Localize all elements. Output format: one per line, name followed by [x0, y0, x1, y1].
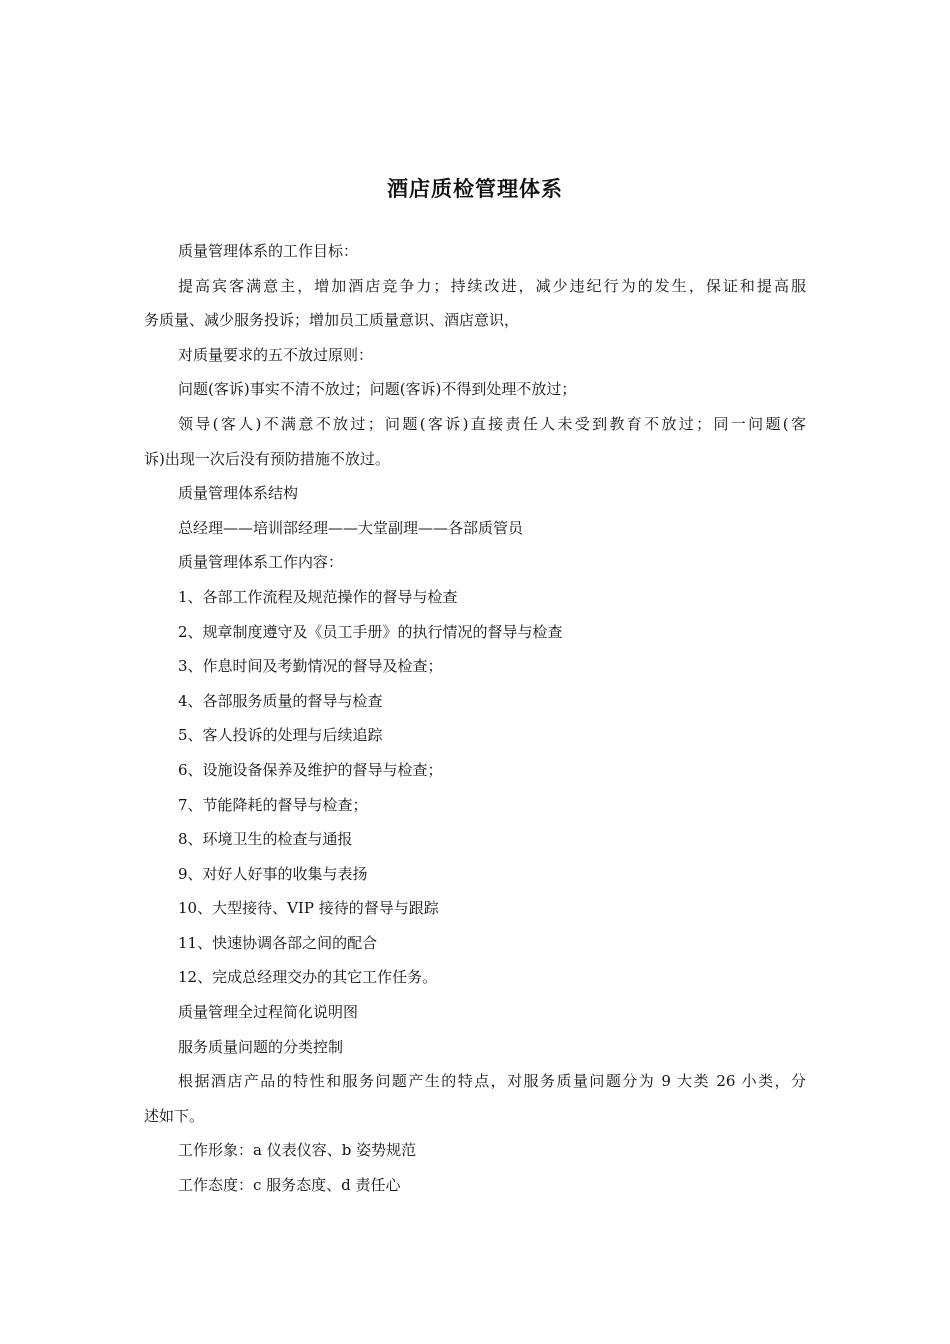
list-item: 10、大型接待、VIP 接待的督导与跟踪	[178, 899, 439, 918]
list-item: 5、客人投诉的处理与后续追踪	[178, 726, 383, 745]
section-heading-goals: 质量管理体系的工作目标：	[178, 242, 359, 260]
list-item: 12、完成总经理交办的其它工作任务。	[178, 968, 438, 987]
section-heading-classification: 服务质量问题的分类控制	[178, 1037, 344, 1056]
list-item: 2、规章制度遵守及《员工手册》的执行情况的督导与检查	[178, 622, 563, 641]
paragraph-work-image: 工作形象：a 仪表仪容、b 姿势规范	[178, 1141, 417, 1160]
list-item: 7、节能降耗的督导与检查；	[178, 795, 368, 814]
paragraph-goals-line-1: 提高宾客满意主，增加酒店竞争力；持续改进，减少违纪行为的发生，保证和提高服	[178, 276, 806, 295]
paragraph-principles-line-2: 领导(客人)不满意不放过；问题(客诉)直接责任人未受到教育不放过；同一问题(客	[178, 414, 806, 433]
section-heading-process-diagram: 质量管理全过程简化说明图	[178, 1003, 359, 1022]
list-item: 11、快速协调各部之间的配合	[178, 933, 378, 952]
document-title: 酒店质检管理体系	[387, 177, 563, 201]
paragraph-goals-line-2: 务质量、减少服务投诉；增加员工质量意识、酒店意识，	[144, 311, 520, 330]
paragraph-principles-line-1: 问题(客诉)事实不清不放过；问题(客诉)不得到处理不放过；	[178, 380, 577, 399]
paragraph-structure-chain: 总经理——培训部经理——大堂副理——各部质管员	[178, 518, 524, 537]
list-item: 1、各部工作流程及规范操作的督导与检查	[178, 587, 458, 606]
list-item: 6、设施设备保养及维护的督导与检查；	[178, 760, 443, 779]
list-item: 9、对好人好事的收集与表扬	[178, 864, 368, 883]
section-heading-five-principles: 对质量要求的五不放过原则：	[178, 345, 374, 364]
list-item: 8、环境卫生的检查与通报	[178, 830, 353, 849]
paragraph-work-attitude: 工作态度：c 服务态度、d 责任心	[178, 1176, 401, 1195]
section-heading-structure: 质量管理体系结构	[178, 484, 299, 503]
document-body	[144, 234, 806, 1203]
paragraph-classification-line-2: 述如下。	[144, 1106, 205, 1125]
paragraph-classification-line-1: 根据酒店产品的特性和服务问题产生的特点，对服务质量问题分为 9 大类 26 小类，分	[178, 1072, 806, 1091]
list-item: 3、作息时间及考勤情况的督导及检查；	[178, 657, 443, 676]
paragraph-principles-line-3: 诉)出现一次后没有预防措施不放过。	[144, 449, 390, 468]
section-heading-work-content: 质量管理体系工作内容：	[178, 553, 344, 572]
list-item: 4、各部服务质量的督导与检查	[178, 691, 383, 710]
